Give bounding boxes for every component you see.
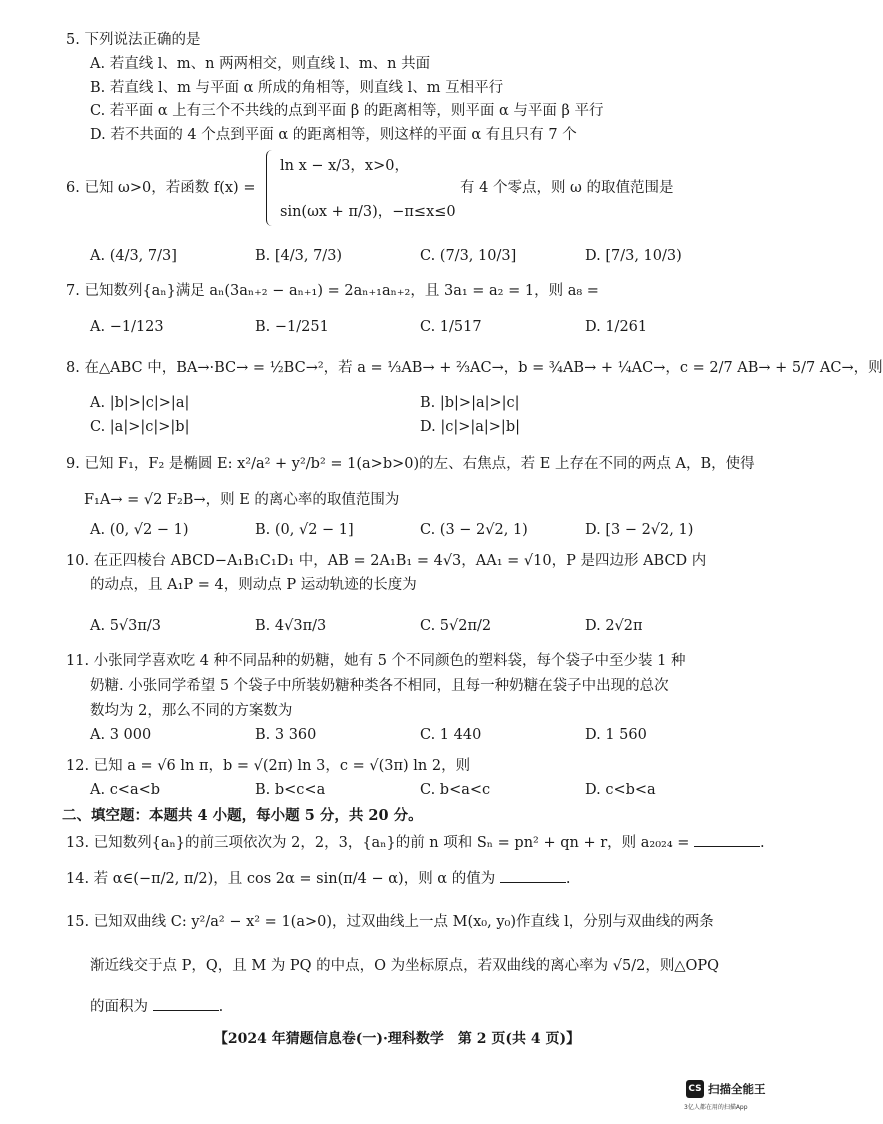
q14-answer-blank: [500, 868, 566, 883]
q12-option-d: D. c<b<a: [585, 782, 656, 798]
q9-options: [90, 520, 760, 542]
q14-period: .: [565, 871, 571, 887]
q10-stem: 10. 在正四棱台 ABCD−A₁B₁C₁D₁ 中，AB = 2A₁B₁ = 4√3，AA₁ = √10，P 是四边形 ABCD 内: [66, 553, 707, 569]
q10-option-d: D. 2√2π: [585, 618, 643, 634]
q6-case-2: sin(ωx + π/3)，−π≤x≤0: [280, 204, 456, 220]
q11-option-b: B. 3 360: [255, 727, 317, 743]
page-footer: 【2024 年猜题信息卷(一)·理科数学 第 2 页(共 4 页)】: [213, 1031, 581, 1047]
camscanner-logo-icon: CS: [686, 1080, 704, 1098]
q8-options-row-2: [90, 417, 760, 439]
q6-suffix: 有 4 个零点，则 ω 的取值范围是: [460, 180, 674, 196]
q8-option-a: A. |b|>|c|>|a|: [90, 395, 190, 411]
q10-option-b: B. 4√3π/3: [255, 618, 327, 634]
q13-period: .: [760, 835, 765, 851]
q11-option-c: C. 1 440: [420, 727, 482, 743]
q12-stem: 12. 已知 a = √6 ln π，b = √(2π) ln 3，c = √(3π) ln 2，则: [66, 758, 471, 774]
q11-option-d: D. 1 560: [585, 727, 647, 743]
watermark-name: 扫描全能王: [708, 1082, 766, 1096]
q9-option-b: B. (0, √2 − 1]: [255, 522, 354, 538]
q7-option-d: D. 1/261: [585, 319, 648, 335]
q8-option-d: D. |c|>|a|>|b|: [420, 419, 520, 435]
q10-option-c: C. 5√2π/2: [420, 618, 492, 634]
q13-answer-blank: [694, 832, 760, 847]
q10-options: [90, 616, 760, 638]
q8-stem: 8. 在△ABC 中，BA→·BC→ = ½BC→²，若 a = ⅓AB→ + ⅔AC→，b = ¾AB→ + ¼AC→，c = 2/7 AB→ + 5/7 AC→，则: [66, 360, 883, 376]
q6-case-1: ln x − x/3，x>0，: [280, 158, 409, 174]
q6-option-c: C. (7/3, 10/3]: [420, 248, 517, 264]
q15-stem: 15. 已知双曲线 C: y²/a² − x² = 1(a>0)，过双曲线上一点 M(x₀, y₀)作直线 l，分别与双曲线的两条: [66, 914, 714, 930]
section-heading: 二、填空题：本题共 4 小题，每小题 5 分，共 20 分。: [62, 807, 423, 824]
q5-option-a: A. 若直线 l、m、n 两两相交，则直线 l、m、n 共面: [90, 56, 431, 72]
q9-stem-2: F₁A→ = √2 F₂B→，则 E 的离心率的取值范围为: [84, 492, 400, 508]
q6-prefix: 6. 已知 ω>0，若函数 f(x) =: [66, 180, 256, 196]
q11-options: [90, 725, 760, 747]
q7-option-c: C. 1/517: [420, 319, 482, 335]
q6-option-d: D. [7/3, 10/3): [585, 248, 682, 264]
q14-stem-text: 14. 若 α∈(−π/2, π/2)，且 cos 2α = sin(π/4 − α)，则 α 的值为: [66, 871, 496, 887]
q11-stem: 11. 小张同学喜欢吃 4 种不同品种的奶糖，她有 5 个不同颜色的塑料袋，每个袋子中至少装 1 种: [66, 653, 686, 669]
q7-stem: 7. 已知数列{aₙ}满足 aₙ(3aₙ₊₂ − aₙ₊₁) = 2aₙ₊₁aₙ₊₂，且 3a₁ = a₂ = 1，则 a₈ =: [66, 283, 599, 299]
q7-option-a: A. −1/123: [90, 319, 164, 335]
q12-option-a: A. c<a<b: [90, 782, 161, 798]
watermark-subtitle: 3亿人都在用的扫描App: [684, 1104, 748, 1111]
q9-stem: 9. 已知 F₁，F₂ 是椭圆 E: x²/a² + y²/b² = 1(a>b>0)的左、右焦点，若 E 上存在不同的两点 A，B，使得: [66, 456, 755, 472]
q5-option-d: D. 若不共面的 4 个点到平面 α 的距离相等，则这样的平面 α 有且只有 7 个: [90, 127, 577, 143]
q12-option-b: B. b<c<a: [255, 782, 326, 798]
q15-period: .: [218, 999, 224, 1015]
q6-options: [90, 246, 760, 268]
q10-option-a: A. 5√3π/3: [90, 618, 162, 634]
q9-option-c: C. (3 − 2√2, 1): [420, 522, 528, 538]
q6-option-b: B. [4/3, 7/3): [255, 248, 343, 264]
q14-stem: [66, 868, 570, 889]
q8-option-b: B. |b|>|a|>|c|: [420, 395, 520, 411]
q10-stem-2: 的动点，且 A₁P = 4，则动点 P 运动轨迹的长度为: [90, 577, 417, 593]
q9-option-a: A. (0, √2 − 1): [90, 522, 189, 538]
piecewise-brace: [266, 150, 273, 226]
q15-stem-3-wrap: [90, 996, 223, 1017]
q12-options: [90, 780, 760, 802]
q15-stem-2: 渐近线交于点 P，Q，且 M 为 PQ 的中点，O 为坐标原点，若双曲线的离心率为 √5/2，则△OPQ: [90, 958, 720, 974]
q11-stem-3: 数均为 2，那么不同的方案数为: [90, 703, 293, 719]
q5-option-c: C. 若平面 α 上有三个不共线的点到平面 β 的距离相等，则平面 α 与平面 β 平行: [90, 103, 604, 119]
q12-option-c: C. b<a<c: [420, 782, 491, 798]
q7-option-b: B. −1/251: [255, 319, 329, 335]
q13-stem: [66, 832, 765, 853]
q5-stem: 5. 下列说法正确的是: [66, 32, 201, 48]
q8-option-c: C. |a|>|c|>|b|: [90, 419, 190, 435]
q11-option-a: A. 3 000: [90, 727, 152, 743]
q13-stem-text: 13. 已知数列{aₙ}的前三项依次为 2，2，3，{aₙ}的前 n 项和 Sₙ = pn² + qn + r，则 a₂₀₂₄ =: [66, 835, 690, 851]
q9-option-d: D. [3 − 2√2, 1): [585, 522, 694, 538]
q15-stem-3: 的面积为: [90, 999, 148, 1015]
q8-options-row-1: [90, 393, 760, 415]
q5-option-b: B. 若直线 l、m 与平面 α 所成的角相等，则直线 l、m 互相平行: [90, 80, 504, 96]
q6-option-a: A. (4/3, 7/3]: [90, 248, 177, 264]
q15-answer-blank: [153, 996, 219, 1011]
q11-stem-2: 奶糖. 小张同学希望 5 个袋子中所装奶糖种类各不相同，且每一种奶糖在袋子中出现的总次: [90, 678, 669, 694]
q7-options: [90, 317, 760, 339]
